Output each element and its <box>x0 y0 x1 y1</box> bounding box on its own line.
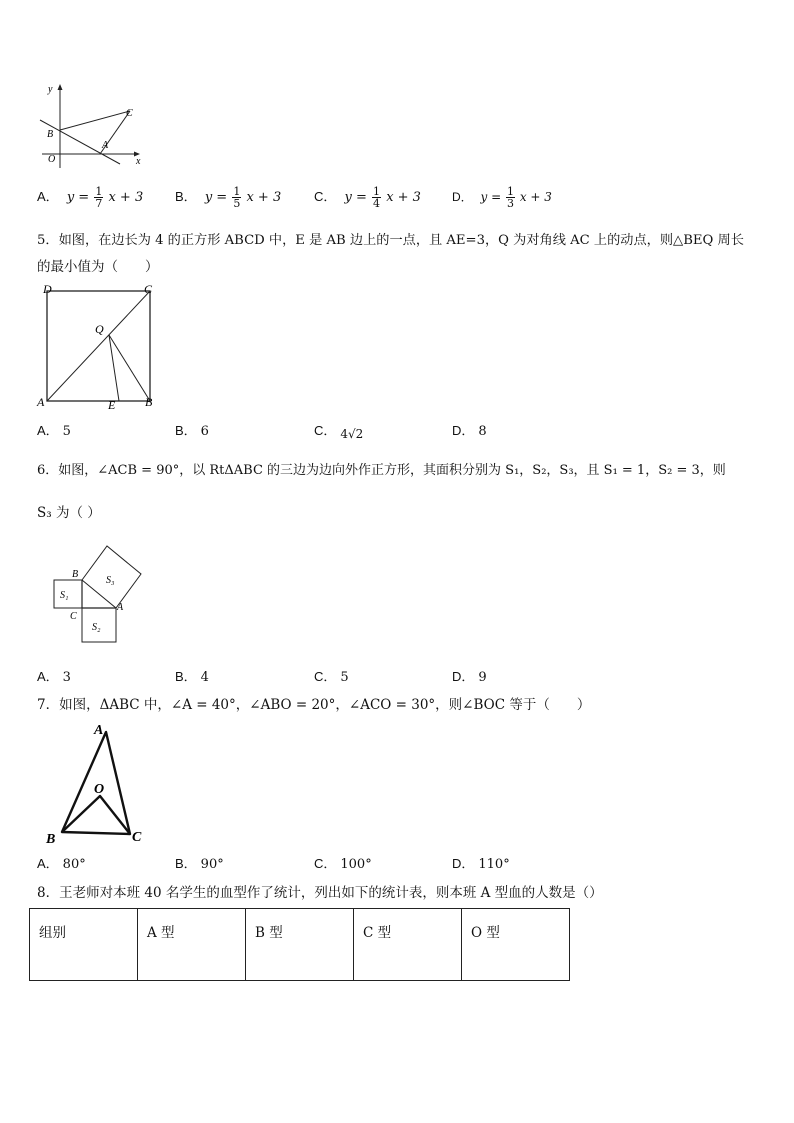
q4-label-a: A <box>102 140 109 151</box>
q5-label-b: B <box>145 395 153 409</box>
option-label: C． <box>314 423 337 438</box>
option-text: 3 <box>62 670 71 685</box>
q6-label-a: A <box>117 602 124 613</box>
q5-label-d: D <box>43 282 52 296</box>
option-label: B． <box>175 423 197 438</box>
q7-label-o: O <box>94 782 105 797</box>
q7-label-b: B <box>46 832 56 846</box>
table-header-type-a: A 型 <box>138 909 246 981</box>
option-label: B． <box>175 856 197 871</box>
option-tail: x + 3 <box>386 190 421 205</box>
option-label: B． <box>175 189 197 204</box>
option-label: D． <box>452 190 473 204</box>
option-label: C． <box>314 189 337 204</box>
q7-label-a: A <box>94 723 104 738</box>
option-label: A． <box>37 669 59 684</box>
q5-option-c[interactable] <box>314 420 363 439</box>
option-lhs: y = <box>344 190 367 205</box>
q5-label-a: A <box>37 395 45 409</box>
q6-label-s3: S₃ <box>106 575 115 586</box>
q5-square-diagram <box>36 282 166 414</box>
q6-option-a[interactable] <box>37 666 71 685</box>
option-text: 5 <box>340 670 349 685</box>
option-text: 9 <box>478 670 487 685</box>
option-label: D． <box>452 856 475 871</box>
option-text: 6 <box>200 424 209 439</box>
q7-option-d[interactable] <box>452 853 510 872</box>
q4-option-a[interactable] <box>37 186 143 209</box>
option-label: C． <box>314 669 337 684</box>
option-label: C． <box>314 856 337 871</box>
option-tail: x + 3 <box>519 190 552 204</box>
option-text: 5 <box>62 424 71 439</box>
q4-label-x: x <box>136 156 141 167</box>
q6-label-s1: S₁ <box>60 590 69 601</box>
q4-option-c[interactable] <box>314 186 421 209</box>
fraction: $\frac{1}{4}$ <box>373 185 381 210</box>
table-row <box>30 909 570 981</box>
q5-stem-line1: 5．如图，在边长为 4 的正方形 ABCD 中，E 是 AB 边上的一点，且 AE=3，Q 为对角线 AC 上的动点，则△BEQ 周长 <box>37 233 744 248</box>
table-header-group: 组别 <box>30 909 138 981</box>
option-lhs: y = <box>66 190 90 205</box>
option-text: 90° <box>200 857 224 872</box>
q4-option-b[interactable] <box>175 186 281 209</box>
fraction: $\frac{1}{3}$ <box>506 185 514 210</box>
q4-label-c: C <box>126 108 133 119</box>
option-label: B． <box>175 669 197 684</box>
q4-option-d[interactable] <box>452 186 552 209</box>
q6-label-b: B <box>72 569 79 580</box>
q5-label-q: Q <box>95 322 104 336</box>
q4-label-b: B <box>47 129 54 140</box>
q7-label-c: C <box>132 830 142 845</box>
q7-option-c[interactable] <box>314 853 372 872</box>
q5-option-d[interactable] <box>452 420 487 439</box>
table-header-type-o: O 型 <box>462 909 570 981</box>
q7-option-a[interactable] <box>37 853 86 872</box>
q6-stem-line1: 6．如图，∠ACB = 90°，以 RtΔABC 的三边为边向外作正方形，其面积分别为 S₁，S₂，S₃，且 S₁ = 1，S₂ = 3，则 <box>37 463 726 478</box>
option-label: A． <box>37 856 59 871</box>
q5-label-e: E <box>108 398 116 412</box>
q5-option-a[interactable] <box>37 420 71 439</box>
option-tail: x + 3 <box>108 190 144 205</box>
option-label: D． <box>452 669 475 684</box>
q5-stem-line2: 的最小值为（ ） <box>37 259 159 275</box>
q4-label-o: O <box>48 154 56 165</box>
q6-option-c[interactable] <box>314 666 349 685</box>
q4-label-y: y <box>48 84 53 95</box>
q4-coordinate-diagram <box>36 82 146 170</box>
q5-option-b[interactable] <box>175 420 209 439</box>
option-text: 110° <box>478 857 510 872</box>
fraction: $\frac{1}{5}$ <box>233 185 241 210</box>
q6-squares-diagram <box>44 540 154 650</box>
table-header-type-b: B 型 <box>246 909 354 981</box>
fraction: $\frac{1}{7}$ <box>95 185 103 210</box>
option-text: 80° <box>62 857 86 872</box>
option-label: A． <box>37 423 59 438</box>
q6-stem-line2: S₃ 为（ ） <box>37 505 101 521</box>
option-label: D． <box>452 423 475 438</box>
option-text: 8 <box>478 424 487 439</box>
option-text: 100° <box>340 857 372 872</box>
q5-label-c: C <box>144 282 153 296</box>
q7-option-b[interactable] <box>175 853 224 872</box>
q7-stem-line1: 7．如图，ΔABC 中，∠A = 40°，∠ABO = 20°，∠ACO = 30°，则∠BOC 等于（ ） <box>37 697 591 713</box>
q8-stem-line1: 8．王老师对本班 40 名学生的血型作了统计，列出如下的统计表，则本班 A 型血的人数是（） <box>37 885 603 901</box>
blood-type-table <box>29 908 570 981</box>
q6-option-d[interactable] <box>452 666 487 685</box>
option-lhs: y = <box>204 190 228 205</box>
option-text: 4√2 <box>340 427 364 441</box>
option-tail: x + 3 <box>246 190 282 205</box>
q6-label-s2: S₂ <box>92 622 101 633</box>
q7-triangle-diagram <box>40 718 160 846</box>
option-label: A． <box>37 189 59 204</box>
table-header-type-c: C 型 <box>354 909 462 981</box>
option-text: 4 <box>200 670 209 685</box>
q6-label-c: C <box>70 611 77 622</box>
option-lhs: y = <box>480 190 502 204</box>
q6-option-b[interactable] <box>175 666 209 685</box>
